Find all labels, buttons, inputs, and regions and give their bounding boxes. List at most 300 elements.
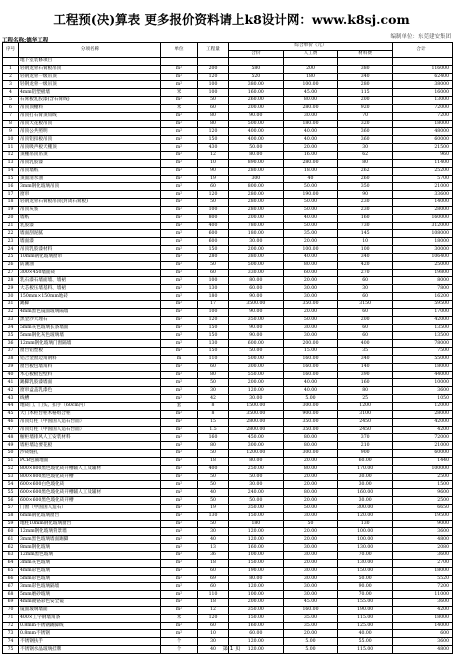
- cell-total-price: 30.00: [229, 395, 284, 403]
- cell-sum: 38000: [393, 81, 453, 89]
- cell-total-price: 240.00: [229, 489, 284, 497]
- cell-no: 50: [3, 450, 19, 458]
- cell-labor: 30.00: [283, 112, 338, 120]
- cell-material: 210: [338, 442, 393, 450]
- cell-sum: 8000: [393, 277, 453, 285]
- cell-sum: 1500: [393, 481, 453, 489]
- table-row: [3, 324, 453, 332]
- table-row: [3, 434, 453, 442]
- cell-unit: m²: [161, 544, 198, 552]
- cell-sum: 4800: [393, 646, 453, 654]
- cell-material: 390: [338, 371, 393, 379]
- table-row: [3, 285, 453, 293]
- cell-qty: 8: [198, 402, 229, 410]
- cell-sum: 18000: [393, 363, 453, 371]
- header-sum: 合计: [393, 43, 453, 58]
- cell-qty: 150: [198, 332, 229, 340]
- cell-material: 130.00: [338, 559, 393, 567]
- cell-material: 90.00: [338, 583, 393, 591]
- cell-no: 69: [3, 599, 19, 607]
- cell-no: 55: [3, 489, 19, 497]
- cell-qty: 150: [198, 246, 229, 254]
- cell-material: 145: [338, 230, 393, 238]
- cell-labor: 30.00: [283, 583, 338, 591]
- cell-material: 30.00: [338, 473, 393, 481]
- table-row: [3, 159, 453, 167]
- cell-unit: m²: [161, 457, 198, 465]
- cell-material: 115.00: [338, 614, 393, 622]
- cell-name: 600×600黑色玻化砖开槽: [19, 497, 161, 505]
- cell-no: 17: [3, 191, 19, 199]
- cell-sum: 14000: [393, 622, 453, 630]
- cell-labor: 20.00: [283, 457, 338, 465]
- cell-sum: 72000: [393, 434, 453, 442]
- cell-labor: 160.00: [283, 363, 338, 371]
- header-labor: 人工费: [283, 50, 338, 57]
- cell-name: 吊顶天花板吊顶: [19, 120, 161, 128]
- cell-labor: 280.00: [283, 104, 338, 112]
- cell-sum: 25200: [393, 167, 453, 175]
- table-row: [3, 175, 453, 183]
- header-group: 综合单价（元）: [229, 43, 393, 51]
- table-header-row: [3, 43, 453, 51]
- table-row: [3, 167, 453, 175]
- cell-no: [3, 57, 19, 65]
- cell-qty: 50: [198, 261, 229, 269]
- cell-total-price: 300.00: [229, 442, 284, 450]
- cell-material: 55.00: [338, 638, 393, 646]
- cell-sum: 100000: [393, 465, 453, 473]
- cell-no: 71: [3, 614, 19, 622]
- cell-unit: m²: [161, 191, 198, 199]
- cell-total-price: 600.00: [229, 340, 284, 348]
- cell-no: 18: [3, 199, 19, 207]
- cell-name: 吊顶吸声板天棚顶: [19, 144, 161, 152]
- cell-material: 60.00: [338, 457, 393, 465]
- cell-no: 10: [3, 136, 19, 144]
- cell-total-price: 200.00: [229, 104, 284, 112]
- cell-qty: 50: [198, 199, 229, 207]
- cell-total-price: 800.00: [229, 183, 284, 191]
- cell-sum: 18000: [393, 567, 453, 575]
- cell-unit: m²: [161, 340, 198, 348]
- cell-total-price: 280.00: [229, 167, 284, 175]
- cell-qty: 60: [198, 363, 229, 371]
- cell-labor: 80.00: [283, 434, 338, 442]
- header-qty: 工程量: [198, 43, 229, 58]
- cell-sum: 21000: [393, 183, 453, 191]
- cell-name: 镜面玻璃墙面: [19, 606, 161, 614]
- cell-material: 30.00: [338, 497, 393, 505]
- cell-unit: m²: [161, 552, 198, 560]
- cell-qty: 60: [198, 583, 229, 591]
- cell-no: 60: [3, 528, 19, 536]
- table-row: [3, 65, 453, 73]
- cell-labor: 5.00: [283, 646, 338, 654]
- cell-total-price: 150.00: [229, 614, 284, 622]
- cell-qty: 50: [198, 97, 229, 105]
- cell-material: 10: [338, 238, 393, 246]
- cell-no: 44: [3, 402, 19, 410]
- cell-total-price: 500.00: [229, 120, 284, 128]
- cell-labor: 18.00: [283, 167, 338, 175]
- cell-qty: 18: [198, 457, 229, 465]
- cell-material: 100: [338, 246, 393, 254]
- table-row: [3, 481, 453, 489]
- cell-labor: 30.00: [283, 332, 338, 340]
- cell-total-price: 80.00: [229, 457, 284, 465]
- cell-labor: 900.00: [283, 410, 338, 418]
- table-row: [3, 473, 453, 481]
- cell-material: 160.00: [338, 489, 393, 497]
- cell-no: 3: [3, 81, 19, 89]
- cell-sum: 60000: [393, 450, 453, 458]
- cell-sum: 9000: [393, 520, 453, 528]
- cell-material: 60: [338, 293, 393, 301]
- cell-material: 350: [338, 183, 393, 191]
- cell-material: 3100: [338, 410, 393, 418]
- cell-labor: 30.00: [283, 552, 338, 560]
- cell-unit: m²: [161, 277, 198, 285]
- cell-qty: 120: [198, 316, 229, 324]
- cell-no: 47: [3, 426, 19, 434]
- cell-labor: 5.00: [283, 638, 338, 646]
- cell-name: 墙纸: [19, 214, 161, 222]
- header-total-price: 合价: [229, 50, 284, 57]
- cell-no: 42: [3, 387, 19, 395]
- cell-labor: 350.00: [283, 418, 338, 426]
- table-row: [3, 206, 453, 214]
- cell-name: 沙砖缝扎: [19, 450, 161, 458]
- cell-total-price: 200.00: [229, 214, 284, 222]
- cell-qty: 600: [198, 238, 229, 246]
- cell-name: 顶棚吊顶吊顶: [19, 151, 161, 159]
- cell-total-price: 280.00: [229, 206, 284, 214]
- cell-name: 12mm黑色玻璃: [19, 552, 161, 560]
- table-row: [3, 277, 453, 285]
- cell-labor: 50.00: [283, 183, 338, 191]
- cell-unit: m²: [161, 489, 198, 497]
- table-row: [3, 591, 453, 599]
- cell-unit: m²: [161, 253, 198, 261]
- cell-no: 34: [3, 324, 19, 332]
- cell-name: 大门木柜台柜木格组合柜: [19, 410, 161, 418]
- cell-qty: 160: [198, 434, 229, 442]
- cell-qty: 110: [198, 355, 229, 363]
- cell-material: 155.00: [338, 599, 393, 607]
- cell-unit: m²: [161, 308, 198, 316]
- header-no: 序号: [3, 43, 19, 58]
- cell-sum: 4200: [393, 606, 453, 614]
- table-row: [3, 73, 453, 81]
- cell-qty: 150: [198, 324, 229, 332]
- cell-sum: 13500: [393, 324, 453, 332]
- cell-qty: 60: [198, 269, 229, 277]
- table-row: [3, 552, 453, 560]
- cell-material: 80: [338, 159, 393, 167]
- cell-unit: m²: [161, 567, 198, 575]
- cell-material: 150.00: [338, 567, 393, 575]
- cell-name: 地砖门、门头、扣手（60cm内）: [19, 402, 161, 410]
- cell-sum: 18000: [393, 238, 453, 246]
- cell-name: 乳胶漆: [19, 222, 161, 230]
- cell-name: 轻钢龙骨石膏板吊顶: [19, 65, 161, 73]
- cell-qty: 10: [198, 159, 229, 167]
- cell-sum: 106400: [393, 253, 453, 261]
- cell-qty: 60: [198, 104, 229, 112]
- cell-unit: m²: [161, 214, 198, 222]
- cell-sum: 13500: [393, 332, 453, 340]
- cell-total-price: 120.00: [229, 387, 284, 395]
- table-row: [3, 261, 453, 269]
- cell-unit: m²: [161, 599, 198, 607]
- cell-qty: 60: [198, 183, 229, 191]
- cell-total-price: 50.00: [229, 497, 284, 505]
- cell-no: 54: [3, 481, 19, 489]
- cell-material: [338, 57, 393, 65]
- cell-material: 360: [338, 128, 393, 136]
- cell-qty: 30: [198, 387, 229, 395]
- cell-labor: 30.00: [283, 324, 338, 332]
- cell-unit: m²: [161, 363, 198, 371]
- cell-material: 70: [338, 112, 393, 120]
- cell-name: 12mm钢化玻璃背景墙: [19, 528, 161, 536]
- cell-name: 4mm黑色镜面玻璃隔墙: [19, 308, 161, 316]
- cell-total-price: 120.00: [229, 583, 284, 591]
- cell-labor: 80.00: [283, 465, 338, 473]
- cell-qty: 80: [198, 112, 229, 120]
- cell-total-price: 200.00: [229, 379, 284, 387]
- cell-no: 14: [3, 167, 19, 175]
- cell-name: 6mm钢化玻璃窗台: [19, 512, 161, 520]
- cell-sum: [393, 57, 453, 65]
- cell-material: 115.00: [338, 646, 393, 654]
- table-row: [3, 371, 453, 379]
- cell-labor: 300.00: [283, 450, 338, 458]
- cell-sum: 28000: [393, 410, 453, 418]
- cell-total-price: 890.00: [229, 159, 284, 167]
- cell-name: 黑金沙大理石: [19, 316, 161, 324]
- table-row: [3, 253, 453, 261]
- table-row: [3, 269, 453, 277]
- page-footer: 第 1 页: [222, 646, 241, 652]
- cell-unit: m: [161, 355, 198, 363]
- cell-name: 轻钢龙骨一级吊顶: [19, 81, 161, 89]
- cell-no: 9: [3, 128, 19, 136]
- cell-unit: m²: [161, 418, 198, 426]
- cell-qty: 100: [198, 81, 229, 89]
- cell-no: 43: [3, 395, 19, 403]
- table-row: [3, 606, 453, 614]
- cell-total-price: 30.00: [229, 481, 284, 489]
- cell-labor: 5.00: [283, 395, 338, 403]
- cell-name: 吊顶灯柱（中国国人造石台面）: [19, 418, 161, 426]
- cell-labor: 100.00: [283, 81, 338, 89]
- cell-labor: 30.00: [283, 285, 338, 293]
- cell-name: 吊顶灯柱（中国国人造石台面）: [19, 426, 161, 434]
- cell-total-price: 160.00: [229, 544, 284, 552]
- table-row: [3, 410, 453, 418]
- cell-sum: 18000: [393, 120, 453, 128]
- cell-labor: 20.00: [283, 528, 338, 536]
- cell-material: 130.00: [338, 544, 393, 552]
- cell-labor: 45.00: [283, 89, 338, 97]
- cell-no: 36: [3, 340, 19, 348]
- cell-labor: 20.00: [283, 497, 338, 505]
- cell-qty: 8: [198, 410, 229, 418]
- cell-sum: 12000: [393, 402, 453, 410]
- cell-qty: 80: [198, 442, 229, 450]
- cell-sum: 7500: [393, 348, 453, 356]
- cell-unit: m²: [161, 285, 198, 293]
- cell-no: 6: [3, 104, 19, 112]
- cell-labor: 50: [283, 520, 338, 528]
- cell-unit: m²: [161, 512, 198, 520]
- cell-no: 26: [3, 261, 19, 269]
- cell-labor: 30.00: [283, 293, 338, 301]
- cell-material: 190.00: [338, 606, 393, 614]
- table-row: [3, 575, 453, 583]
- cell-name: 800×800黑色玻化砖开槽辅人工及辅材: [19, 465, 161, 473]
- cell-name: 门窗（中国国人造石）: [19, 504, 161, 512]
- table-row: [3, 144, 453, 152]
- table-row: [3, 630, 453, 638]
- cell-total-price: 1500.00: [229, 402, 284, 410]
- cell-total-price: 180: [229, 520, 284, 528]
- cell-name: 0.8mm不锈钢踢脚线: [19, 622, 161, 630]
- table-row: [3, 136, 453, 144]
- cell-no: 28: [3, 277, 19, 285]
- cell-no: 39: [3, 363, 19, 371]
- table-row: [3, 442, 453, 450]
- cell-material: 100.00: [338, 528, 393, 536]
- cell-no: 1: [3, 65, 19, 73]
- cell-qty: 400: [198, 465, 229, 473]
- cell-no: 53: [3, 473, 19, 481]
- cell-name: 地柱10mm钢化玻璃窗台: [19, 520, 161, 528]
- table-row: [3, 387, 453, 395]
- cell-unit: m²: [161, 183, 198, 191]
- table-row: [3, 301, 453, 309]
- cell-total-price: 3500.00: [229, 410, 284, 418]
- cell-material: 380: [338, 65, 393, 73]
- cell-labor: 40.00: [283, 253, 338, 261]
- cell-labor: 80.00: [283, 442, 338, 450]
- cell-name: 轻钢龙骨石膏板吊顶(封闭石膏板): [19, 199, 161, 207]
- cell-name: 踢脚: [19, 301, 161, 309]
- cell-no: 8: [3, 120, 19, 128]
- cell-qty: 18: [198, 599, 229, 607]
- cell-sum: 10000: [393, 379, 453, 387]
- cell-total-price: 120.00: [229, 638, 284, 646]
- cell-total-price: 550.00: [229, 371, 284, 379]
- cell-sum: 5520: [393, 575, 453, 583]
- cell-sum: 42000: [393, 418, 453, 426]
- cell-sum: 7200: [393, 583, 453, 591]
- cell-name: 3mm灰色玻璃: [19, 559, 161, 567]
- cell-material: 200: [338, 316, 393, 324]
- table-row: [3, 308, 453, 316]
- cell-name: 地下室装修项目: [19, 57, 161, 65]
- cell-material: 120.00: [338, 512, 393, 520]
- cell-sum: 1050: [393, 395, 453, 403]
- cell-name: 吊顶公共照明: [19, 128, 161, 136]
- cell-material: 270: [338, 269, 393, 277]
- cell-qty: 120: [198, 191, 229, 199]
- table-row: [3, 465, 453, 473]
- cell-labor: 180.00: [283, 120, 338, 128]
- cell-no: 75: [3, 646, 19, 654]
- cell-sum: 16200: [393, 293, 453, 301]
- cell-no: 41: [3, 379, 19, 387]
- cell-qty: 400: [198, 222, 229, 230]
- cell-qty: 430: [198, 144, 229, 152]
- cell-unit: m²: [161, 379, 198, 387]
- cell-total-price: 30.00: [229, 238, 284, 246]
- cell-qty: 1.5: [198, 426, 229, 434]
- cell-qty: 120: [198, 73, 229, 81]
- table-row: [3, 238, 453, 246]
- cell-name: 5mm钢化灰色玻璃墙: [19, 332, 161, 340]
- cell-sum: 3600: [393, 387, 453, 395]
- cell-qty: 130: [198, 340, 229, 348]
- cell-no: 45: [3, 410, 19, 418]
- cell-material: 90: [338, 191, 393, 199]
- cell-total-price: 380.00: [229, 81, 284, 89]
- cell-qty: 130: [198, 512, 229, 520]
- cell-material: 60: [338, 324, 393, 332]
- cell-unit: m²: [161, 301, 198, 309]
- cell-material: 2450: [338, 418, 393, 426]
- cell-no: 65: [3, 567, 19, 575]
- cell-qty: 60: [198, 567, 229, 575]
- cell-labor: 180: [283, 73, 338, 81]
- cell-no: 29: [3, 285, 19, 293]
- cell-qty: 40: [198, 536, 229, 544]
- cell-name: 吊顶顶棚料: [19, 104, 161, 112]
- cell-material: 70.00: [338, 591, 393, 599]
- cell-unit: m²: [161, 395, 198, 403]
- cell-material: 920: [338, 104, 393, 112]
- cell-total-price: 280.00: [229, 191, 284, 199]
- cell-labor: 80.00: [283, 489, 338, 497]
- cell-name: 3mm钢化玻璃吊顶: [19, 183, 161, 191]
- project-name: 工程名称:德华工程: [2, 38, 49, 44]
- cell-sum: 116000: [393, 65, 453, 73]
- cell-no: 30: [3, 293, 19, 301]
- cell-material: 70.00: [338, 552, 393, 560]
- cell-qty: 50: [198, 379, 229, 387]
- cell-total-price: 250.00: [229, 465, 284, 473]
- cell-sum: 16000: [393, 89, 453, 97]
- cell-labor: 190.00: [283, 191, 338, 199]
- cell-unit: m²: [161, 504, 198, 512]
- cell-unit: m²: [161, 575, 198, 583]
- cell-qty: 800: [198, 214, 229, 222]
- cell-name: 4mm铝塑板墙: [19, 89, 161, 97]
- cell-material: 320: [338, 120, 393, 128]
- cell-labor: 35.00: [283, 230, 338, 238]
- cell-qty: 40: [198, 489, 229, 497]
- cell-unit: m²: [161, 316, 198, 324]
- cell-no: 33: [3, 316, 19, 324]
- cell-sum: 11400: [393, 159, 453, 167]
- cell-material: 230: [338, 199, 393, 207]
- cell-name: 铝合金窗边角钢料: [19, 355, 161, 363]
- cell-total-price: 50.00: [229, 473, 284, 481]
- cell-labor: 20.00: [283, 473, 338, 481]
- cell-total-price: 450.00: [229, 434, 284, 442]
